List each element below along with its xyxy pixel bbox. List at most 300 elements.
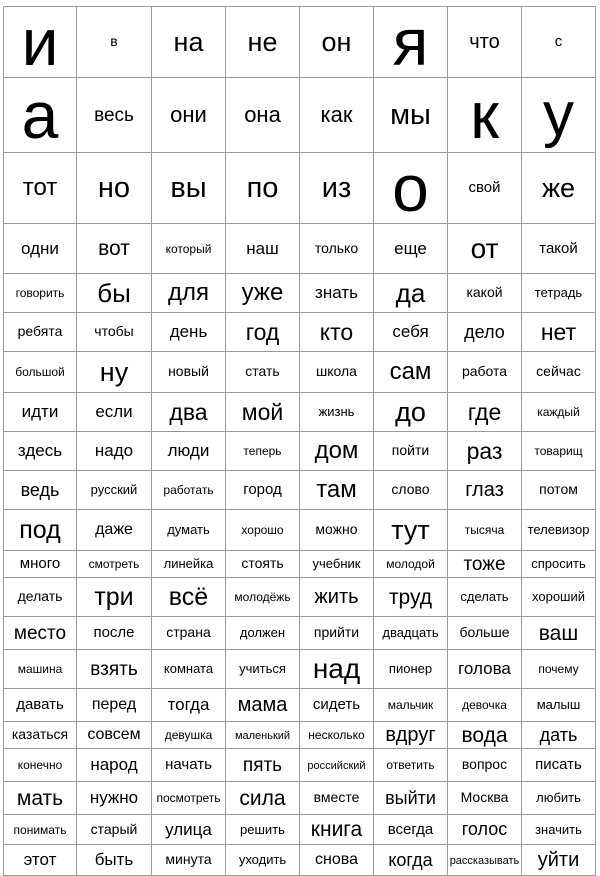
word-text: тетрадь [534, 285, 583, 300]
word-cell [448, 224, 522, 274]
word-cell [374, 722, 448, 749]
word-text: свой [468, 179, 501, 196]
word-cell [152, 313, 226, 352]
word-cell [77, 393, 152, 432]
word-text: книга [310, 818, 363, 841]
word-text: для [167, 279, 209, 306]
word-text: еще [394, 238, 427, 258]
word-text: телевизор [527, 522, 590, 537]
word-text: вместе [313, 789, 360, 805]
word-text: три [94, 582, 134, 611]
word-cell [374, 617, 448, 650]
word-text: к [470, 78, 499, 152]
word-cell [152, 432, 226, 471]
word-cell [448, 689, 522, 722]
word-text: и [21, 6, 59, 78]
word-cell [374, 313, 448, 352]
word-text: от [470, 232, 499, 264]
word-cell [226, 510, 300, 551]
word-text: уходить [238, 852, 287, 867]
word-cell [448, 650, 522, 689]
table-row [4, 274, 596, 313]
word-text: год [245, 318, 280, 345]
word-text: до [395, 396, 426, 427]
word-cell [448, 510, 522, 551]
word-cell [374, 224, 448, 274]
word-text: надо [94, 441, 134, 460]
word-text: ваш [538, 621, 579, 645]
word-text: дом [314, 437, 359, 464]
word-cell [300, 78, 374, 153]
word-text: стать [245, 363, 280, 379]
word-cell [4, 722, 77, 749]
word-text: она [244, 102, 281, 127]
word-text: много [19, 555, 61, 572]
table-row [4, 578, 596, 617]
word-cell [77, 471, 152, 510]
word-cell [152, 78, 226, 153]
word-cell [226, 749, 300, 782]
word-text: если [95, 402, 133, 421]
word-text: спросить [531, 556, 586, 571]
word-text: жить [314, 586, 359, 608]
word-cell [300, 432, 374, 471]
word-cell [152, 224, 226, 274]
word-text: учебник [312, 556, 361, 571]
word-text: российский [307, 760, 366, 772]
word-text: не [247, 26, 278, 57]
word-text: делать [17, 588, 63, 604]
word-cell [77, 815, 152, 845]
word-cell [522, 815, 596, 845]
word-text: я [392, 6, 429, 78]
word-cell [4, 617, 77, 650]
word-text: работать [163, 483, 214, 497]
word-cell [522, 224, 596, 274]
word-cell [522, 749, 596, 782]
word-cell [522, 274, 596, 313]
word-cell [4, 815, 77, 845]
word-cell [522, 471, 596, 510]
table-row [4, 510, 596, 551]
word-text: русский [90, 482, 138, 497]
word-cell [152, 650, 226, 689]
word-cell [448, 393, 522, 432]
word-text: мой [241, 398, 284, 425]
word-cell [226, 471, 300, 510]
word-text: страна [166, 624, 211, 640]
word-cell [448, 274, 522, 313]
word-text: вопрос [461, 756, 508, 772]
word-cell [522, 722, 596, 749]
word-text: сам [389, 358, 432, 385]
word-text: пойти [391, 442, 430, 458]
word-cell [300, 274, 374, 313]
word-text: снова [315, 851, 358, 868]
word-text: теперь [243, 444, 282, 458]
table-row [4, 689, 596, 722]
word-text: ответить [386, 758, 435, 772]
word-cell [300, 510, 374, 551]
word-text: взять [90, 658, 138, 680]
word-cell [226, 274, 300, 313]
word-text: малыш [536, 697, 581, 712]
word-text: решить [240, 821, 285, 837]
word-text: где [467, 398, 502, 425]
word-cell [448, 471, 522, 510]
word-text: минута [165, 851, 212, 867]
word-text: тысяча [464, 523, 505, 537]
word-text: рассказывать [449, 855, 520, 867]
word-cell [77, 78, 152, 153]
table-row [4, 650, 596, 689]
word-text: чтобы [94, 323, 134, 339]
word-text: нет [540, 318, 577, 345]
word-text: сейчас [536, 363, 581, 379]
word-text: из [321, 171, 352, 204]
word-text: на [173, 26, 204, 57]
word-cell [374, 352, 448, 393]
word-cell [152, 352, 226, 393]
word-cell [448, 815, 522, 845]
word-cell [374, 845, 448, 876]
word-cell [374, 551, 448, 578]
word-cell [226, 689, 300, 722]
word-cell [522, 153, 596, 224]
word-cell [374, 78, 448, 153]
word-cell [448, 782, 522, 815]
word-cell [300, 617, 374, 650]
word-cell [77, 510, 152, 551]
word-cell [522, 510, 596, 551]
word-cell [374, 689, 448, 722]
word-cell [374, 749, 448, 782]
word-text: день [169, 322, 208, 341]
word-cell [4, 845, 77, 876]
word-text: же [541, 172, 576, 203]
word-text: люди [167, 441, 210, 460]
word-cell [448, 313, 522, 352]
word-text: совсем [87, 726, 141, 743]
word-text: должен [239, 625, 286, 640]
word-text: маленький [234, 730, 291, 742]
word-text: почему [538, 662, 579, 676]
word-cell [300, 815, 374, 845]
word-cell [152, 510, 226, 551]
word-cell [522, 650, 596, 689]
word-cell [4, 7, 77, 78]
word-cell [226, 578, 300, 617]
word-text: казаться [11, 726, 69, 742]
word-text: бы [97, 278, 131, 308]
word-cell [77, 722, 152, 749]
word-cell [226, 224, 300, 274]
word-cell [374, 153, 448, 224]
word-text: пять [242, 754, 283, 776]
word-cell [448, 352, 522, 393]
word-cell [300, 578, 374, 617]
word-text: любить [536, 790, 581, 805]
word-text: мать [16, 786, 64, 810]
word-text: значить [535, 821, 582, 837]
word-cell [226, 352, 300, 393]
word-cell [4, 393, 77, 432]
word-cell [4, 650, 77, 689]
word-cell [522, 352, 596, 393]
word-text: посмотреть [156, 791, 221, 805]
word-cell [4, 551, 77, 578]
word-cell [152, 782, 226, 815]
word-cell [77, 650, 152, 689]
word-text: несколько [308, 728, 365, 742]
word-text: линейка [163, 556, 214, 571]
word-cell [522, 845, 596, 876]
word-text: место [13, 622, 67, 644]
word-cell [4, 689, 77, 722]
word-cell [4, 224, 77, 274]
word-cell [226, 313, 300, 352]
word-cell [448, 845, 522, 876]
word-cell [226, 617, 300, 650]
word-cell [77, 551, 152, 578]
word-cell [300, 313, 374, 352]
word-cell [77, 578, 152, 617]
word-text: новый [168, 363, 209, 379]
word-text: который [165, 241, 212, 256]
word-text: каждый [537, 405, 580, 419]
word-text: машина [17, 662, 63, 676]
word-text: нужно [89, 788, 139, 807]
table-row [4, 7, 596, 78]
word-cell [4, 510, 77, 551]
word-text: комната [163, 661, 214, 676]
word-text: знать [315, 283, 358, 302]
word-cell [226, 722, 300, 749]
word-cell [4, 153, 77, 224]
word-cell [374, 393, 448, 432]
word-text: о [392, 152, 429, 224]
word-text: больше [459, 624, 510, 640]
word-text: тоже [463, 553, 506, 575]
word-text: идти [21, 402, 59, 421]
word-cell [4, 352, 77, 393]
word-cell [522, 578, 596, 617]
word-text: говорить [15, 286, 65, 300]
word-cell [226, 78, 300, 153]
word-text: над [312, 653, 361, 684]
word-text: работа [461, 363, 508, 379]
word-text: ну [99, 356, 129, 387]
word-cell [522, 313, 596, 352]
word-text: смотреть [88, 557, 140, 571]
word-text: там [316, 476, 357, 503]
word-cell [226, 551, 300, 578]
word-cell [152, 845, 226, 876]
word-cell [77, 313, 152, 352]
word-cell [4, 749, 77, 782]
word-cell [226, 815, 300, 845]
table-row [4, 551, 596, 578]
word-text: дело [464, 321, 505, 342]
word-text: а [21, 78, 59, 152]
word-cell [374, 471, 448, 510]
word-text: раз [466, 437, 503, 464]
word-text: жизнь [318, 404, 355, 419]
word-cell [226, 432, 300, 471]
word-text: наш [246, 238, 279, 258]
word-cell [448, 578, 522, 617]
word-cell [226, 650, 300, 689]
word-cell [300, 722, 374, 749]
word-text: кто [319, 318, 354, 345]
word-text: думать [167, 522, 210, 537]
word-text: себя [392, 322, 429, 341]
word-cell [152, 722, 226, 749]
word-text: молодой [386, 557, 435, 571]
word-text: они [170, 102, 207, 127]
word-cell [374, 510, 448, 551]
word-cell [300, 7, 374, 78]
word-text: вот [98, 237, 130, 260]
word-text: у [543, 80, 574, 149]
word-cell [300, 224, 374, 274]
word-cell [300, 471, 374, 510]
word-cell [152, 578, 226, 617]
word-cell [374, 815, 448, 845]
word-cell [152, 749, 226, 782]
word-cell [374, 650, 448, 689]
table-row [4, 815, 596, 845]
word-cell [152, 153, 226, 224]
word-text: город [243, 481, 282, 498]
word-cell [448, 153, 522, 224]
word-cell [448, 78, 522, 153]
word-cell [77, 689, 152, 722]
word-cell [448, 749, 522, 782]
word-text: после [93, 624, 135, 641]
table-row [4, 722, 596, 749]
word-text: потом [539, 481, 578, 497]
word-text: тут [391, 514, 430, 545]
word-cell [448, 551, 522, 578]
word-cell [226, 393, 300, 432]
word-cell [300, 153, 374, 224]
word-text: по [246, 171, 279, 204]
word-cell [300, 551, 374, 578]
table-row [4, 471, 596, 510]
word-cell [4, 313, 77, 352]
table-row [4, 313, 596, 352]
word-cell [77, 845, 152, 876]
word-text: двадцать [382, 625, 439, 640]
word-text: труд [388, 585, 433, 609]
word-text: но [97, 171, 131, 204]
word-cell [448, 722, 522, 749]
word-text: мы [390, 98, 431, 131]
table-row [4, 352, 596, 393]
word-cell [152, 7, 226, 78]
word-cell [374, 782, 448, 815]
word-text: пионер [388, 661, 433, 676]
word-text: сделать [460, 589, 509, 604]
word-text: выйти [385, 787, 436, 808]
word-text: когда [388, 849, 433, 870]
word-text: народ [90, 755, 138, 774]
word-cell [77, 153, 152, 224]
word-text: такой [539, 239, 578, 257]
word-text: школа [316, 363, 357, 379]
word-text: под [19, 515, 61, 544]
word-text: всё [168, 582, 209, 611]
table-row [4, 749, 596, 782]
word-cell [300, 782, 374, 815]
word-text: весь [94, 104, 134, 126]
word-text: девушка [164, 728, 213, 742]
word-text: уже [241, 279, 284, 306]
table-row [4, 224, 596, 274]
word-cell [448, 617, 522, 650]
word-cell [374, 274, 448, 313]
word-cell [522, 7, 596, 78]
word-cell [4, 78, 77, 153]
word-cell [374, 578, 448, 617]
word-cell [522, 782, 596, 815]
word-text: хороший [532, 589, 585, 604]
word-text: перед [91, 696, 137, 713]
word-cell [152, 551, 226, 578]
word-cell [77, 432, 152, 471]
word-cell [4, 274, 77, 313]
word-text: улица [165, 819, 212, 839]
word-cell [522, 617, 596, 650]
word-text: учиться [239, 661, 286, 676]
word-cell [77, 274, 152, 313]
word-text: можно [315, 521, 358, 537]
word-text: давать [16, 696, 64, 713]
table-row [4, 393, 596, 432]
table-row [4, 153, 596, 224]
table-row [4, 782, 596, 815]
word-cell [77, 352, 152, 393]
word-text: только [314, 239, 359, 256]
word-text: какой [466, 284, 503, 300]
word-cell [226, 845, 300, 876]
word-text: глаз [465, 479, 504, 501]
word-cell [4, 782, 77, 815]
word-text: конечно [17, 758, 63, 772]
word-text: прийти [313, 624, 360, 640]
word-text: писать [535, 756, 582, 773]
word-text: сидеть [312, 696, 361, 713]
word-text: здесь [17, 441, 63, 460]
word-cell [152, 815, 226, 845]
word-text: голос [461, 819, 508, 839]
word-text: сила [239, 786, 286, 810]
word-text: даже [95, 521, 133, 538]
word-cell [300, 845, 374, 876]
word-cell [448, 7, 522, 78]
word-cell [152, 689, 226, 722]
word-text: вы [170, 171, 207, 204]
word-cell [522, 551, 596, 578]
word-text: ведь [20, 479, 60, 500]
word-cell [300, 352, 374, 393]
word-cell [77, 224, 152, 274]
word-text: слово [391, 481, 430, 497]
word-cell [300, 749, 374, 782]
word-text: голова [458, 659, 511, 678]
word-text: он [321, 26, 352, 57]
